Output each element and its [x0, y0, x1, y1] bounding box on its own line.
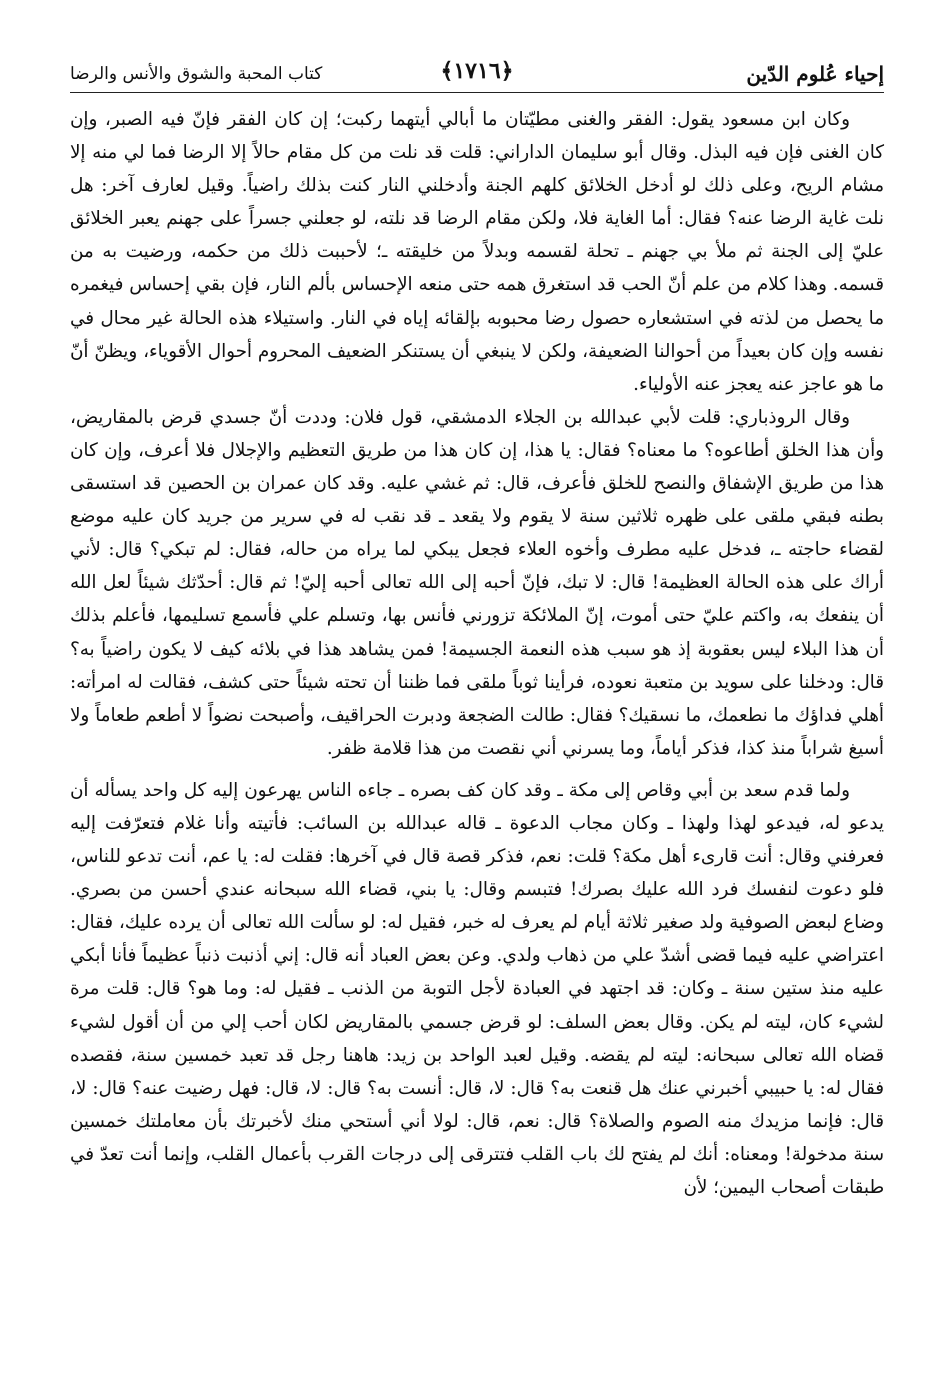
paragraph: وكان ابن مسعود يقول: الفقر والغنى مطيّتان ما أبالي أيتهما ركبت؛ إن كان الفقر فإنّ فيه الصبر، وإن كان الغنى فإن فيه البذل. وقال أبو سليمان الداراني: قلت قد نلت من كل مقام حالاً إلا الرضا فما لي منه إلا مشام الريح، وعلى ذلك لو أدخل الخلائق كلهم الجنة وأدخلني النار كنت بذلك راضياً. وقيل لعارف آخر: هل نلت غاية الرضا عنه؟ فقال: أما الغاية فلا، ولكن مقام الرضا قد نلته، لو جعلني جسراً على جهنم يعبر الخلائق عليّ إلى الجنة ثم ملأ بي جهنم ـ تحلة لقسمه وبدلاً من خليقته ـ؛ لأحببت ذلك من حكمه، ورضيت به من قسمه. وهذا كلام من علم أنّ الحب قد استغرق همه حتى منعه الإحساس بألم النار، فإن بقي إحساس فيغمره ما يحصل من لذته في استشعاره حصول رضا محبوبه بإلقائه إياه في النار. واستيلاء هذه الحالة غير محال في نفسه وإن كان بعيداً من أحوالنا الضعيفة، ولكن لا ينبغي أن يستنكر الضعيف المحروم أحوال الأقوياء، ويظنّ أنّ ما هو عاجز عنه يعجز عنه الأولياء. — [70, 109, 884, 395]
paragraph: ولما قدم سعد بن أبي وقاص إلى مكة ـ وقد كان كف بصره ـ جاءه الناس يهرعون إليه كل واحد يسأله أن يدعو له، فيدعو لهذا ولهذا ـ وكان مجاب الدعوة ـ قاله عبدالله بن السائب: فأتيته وأنا غلام فتعرّفت إليه فعرفني وقال: أنت قارىء أهل مكة؟ قلت: نعم، فذكر قصة قال في آخرها: فقلت له: يا عم، أنت تدعو للناس، فلو دعوت لنفسك فرد الله عليك بصرك! فتبسم وقال: يا بني، قضاء الله سبحانه عندي أحسن من بصري. وضاع لبعض الصوفية ولد صغير ثلاثة أيام لم يعرف له خبر، فقيل له: لو سألت الله تعالى أن يرده عليك، فقال: اعتراضي عليه فيما قضى أشدّ علي من ذهاب ولدي. وعن بعض العباد أنه قال: إني أذنبت ذنباً عظيماً فأنا أبكي عليه منذ ستين سنة ـ وكان: قد اجتهد في العبادة لأجل التوبة من الذنب ـ فقيل له: وما هو؟ قال: قلت مرة لشيء كان، ليته لم يكن. وقال بعض السلف: لو قرض جسمي بالمقاريض لكان أحب إلي من أن أقول لشيء قضاه الله تعالى سبحانه: ليته لم يقضه. وقيل لعبد الواحد بن زيد: هاهنا رجل قد تعبد خمسين سنة، فقصده فقال له: يا حبيبي أخبرني عنك هل قنعت به؟ قال: لا، قال: أنست به؟ قال: لا، قال: فهل رضيت عنه؟ قال: لا، قال: فإنما مزيدك منه الصوم والصلاة؟ قال: نعم، قال: لولا أني أستحي منك لأخبرتك بأن معاملتك خمسين سنة مدخولة! ومعناه: أنك لم يفتح لك باب القلب فتترقى إلى درجات القرب بأعمال القلب، وإنما أنت تعدّ في طبقات أصحاب اليمين؛ لأن — [70, 779, 884, 1198]
paragraph: وقال الروذباري: قلت لأبي عبدالله بن الجلاء الدمشقي، قول فلان: وددت أنّ جسدي قرض بالمقاريض، وأن هذا الخلق أطاعوه؟ ما معناه؟ فقال: يا هذا، إن كان هذا من طريق التعظيم والإجلال فلا أعرف، وإن كان هذا من طريق الإشفاق والنصح للخلق فأعرف، قال: ثم غشي عليه. وقد كان عمران بن الحصين قد استسقى بطنه فبقي ملقى على ظهره ثلاثين سنة لا يقوم ولا يقعد ـ قد نقب له في سرير من جريد كان عليه موضع لقضاء حاجته ـ، فدخل عليه مطرف وأخوه العلاء فجعل يبكي لما يراه من حاله، فقال: لم تبكي؟ قال: لأني أراك على هذه الحالة العظيمة! قال: لا تبك، فإنّ أحبه إلى الله تعالى أحبه إليّ! ثم قال: أحدّثك شيئاً لعل الله أن ينفعك به، واكتم عليّ حتى أموت، إنّ الملائكة تزورني فأنس بها، وتسلم علي فأسمع تسليمها، فأعلم بذلك أن هذا البلاء ليس بعقوبة إذ هو سبب هذه النعمة الجسيمة! فمن يشاهد هذا في بلائه كيف لا يكون راضياً به؟ قال: ودخلنا على سويد بن متعبة نعوده، فرأينا ثوباً ملقى فما ظننا أن تحته شيئاً حتى كشف، فقالت له امرأته: أهلي فداؤك ما نطعمك، ما نسقيك؟ فقال: طالت الضجعة ودبرت الحراقيف، وأصبحت نضواً لا أطعم طعاماً ولا أسيغ شراباً منذ كذا، فذكر أياماً، وما يسرني أني نقصت من هذا قلامة ظفر. — [70, 406, 884, 759]
chapter-title: كتاب المحبة والشوق والأنس والرضا — [70, 64, 323, 84]
book-title: إحياء عُلوم الدّين — [746, 62, 884, 86]
running-header — [70, 56, 884, 93]
body-text — [70, 103, 884, 1204]
page-number: ﴿١٧١٦﴾ — [440, 58, 514, 84]
book-page — [70, 56, 884, 1386]
